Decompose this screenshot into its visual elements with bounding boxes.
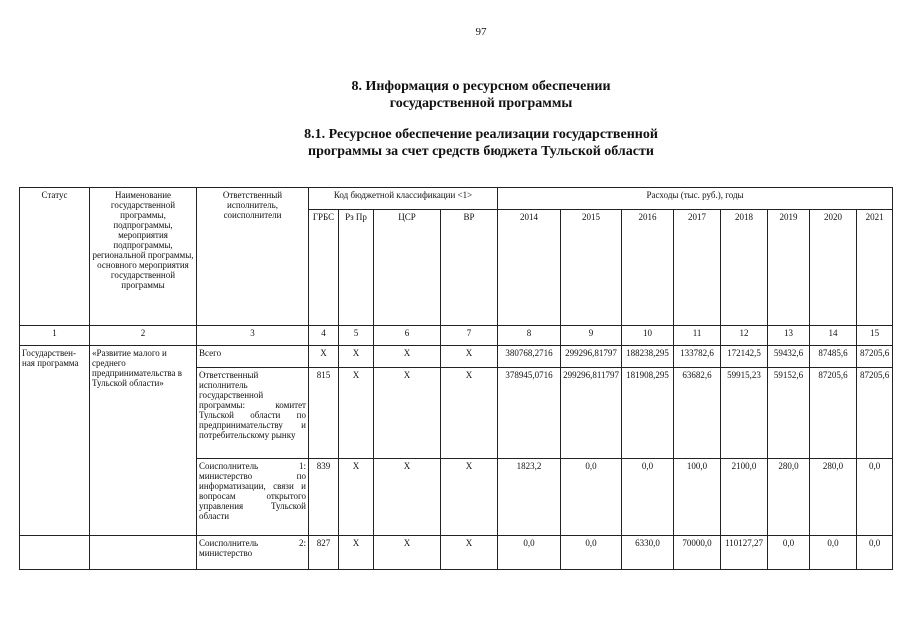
subsection-heading-line1: 8.1. Ресурсное обеспечение реализации государственной bbox=[304, 127, 658, 142]
grbs-cell: 815 bbox=[309, 368, 339, 459]
value-cell: 87485,6 bbox=[810, 346, 857, 368]
value-cell: 0,0 bbox=[810, 536, 857, 570]
table-row bbox=[20, 346, 893, 368]
vr-cell: X bbox=[441, 459, 498, 536]
header-year: 2014 bbox=[498, 210, 561, 326]
section-heading bbox=[0, 78, 905, 112]
header-rzpr: Рз Пр bbox=[339, 210, 374, 326]
executor-cell: Соисполнитель 2: министерство bbox=[197, 536, 309, 570]
value-cell: 0,0 bbox=[561, 536, 622, 570]
value-cell: 0,0 bbox=[622, 459, 674, 536]
program-name-cell bbox=[90, 536, 197, 570]
value-cell: 172142,5 bbox=[721, 346, 768, 368]
executor-cell: Соисполнитель 1: министерство по информатизации, связи и вопросам открытого управления Тульской области bbox=[197, 459, 309, 536]
rzpr-cell: X bbox=[339, 368, 374, 459]
column-number: 14 bbox=[810, 326, 857, 346]
column-number: 15 bbox=[857, 326, 893, 346]
value-cell: 0,0 bbox=[857, 536, 893, 570]
value-cell: 380768,2716 bbox=[498, 346, 561, 368]
value-cell: 299296,81797 bbox=[561, 346, 622, 368]
program-name-cell: «Развитие малого и среднего предпринимательства в Тульской области» bbox=[90, 346, 197, 536]
csr-cell: X bbox=[374, 346, 441, 368]
vr-cell: X bbox=[441, 536, 498, 570]
value-cell: 0,0 bbox=[498, 536, 561, 570]
header-year: 2020 bbox=[810, 210, 857, 326]
value-cell: 87205,6 bbox=[857, 368, 893, 459]
column-number-row bbox=[20, 326, 893, 346]
column-number: 12 bbox=[721, 326, 768, 346]
value-cell: 59915,23 bbox=[721, 368, 768, 459]
value-cell: 133782,6 bbox=[674, 346, 721, 368]
value-cell: 0,0 bbox=[561, 459, 622, 536]
header-csr: ЦСР bbox=[374, 210, 441, 326]
value-cell: 0,0 bbox=[768, 536, 810, 570]
csr-cell: X bbox=[374, 459, 441, 536]
value-cell: 87205,6 bbox=[857, 346, 893, 368]
header-year: 2016 bbox=[622, 210, 674, 326]
value-cell: 6330,0 bbox=[622, 536, 674, 570]
value-cell: 70000,0 bbox=[674, 536, 721, 570]
header-executor: Ответственный исполнитель, соисполнители bbox=[197, 188, 309, 326]
value-cell: 59152,6 bbox=[768, 368, 810, 459]
executor-cell: Ответственный исполнитель государственной программы: комитет Тульской области по предпринимательству и потребительскому рынку bbox=[197, 368, 309, 459]
value-cell: 299296,811797 bbox=[561, 368, 622, 459]
status-cell bbox=[20, 536, 90, 570]
column-number: 9 bbox=[561, 326, 622, 346]
header-status: Статус bbox=[20, 188, 90, 326]
grbs-cell: X bbox=[309, 346, 339, 368]
csr-cell: X bbox=[374, 536, 441, 570]
header-expenses: Расходы (тыс. руб.), годы bbox=[498, 188, 893, 210]
column-number: 11 bbox=[674, 326, 721, 346]
value-cell: 0,0 bbox=[857, 459, 893, 536]
value-cell: 110127,27 bbox=[721, 536, 768, 570]
header-year: 2017 bbox=[674, 210, 721, 326]
resource-table bbox=[19, 187, 893, 570]
column-number: 8 bbox=[498, 326, 561, 346]
column-number: 10 bbox=[622, 326, 674, 346]
status-cell: Государствен-ная программа bbox=[20, 346, 90, 536]
grbs-cell: 827 bbox=[309, 536, 339, 570]
header-budget-code: Код бюджетной классификации <1> bbox=[309, 188, 498, 210]
header-year: 2021 bbox=[857, 210, 893, 326]
value-cell: 100,0 bbox=[674, 459, 721, 536]
header-vr: ВР bbox=[441, 210, 498, 326]
value-cell: 378945,0716 bbox=[498, 368, 561, 459]
value-cell: 188238,295 bbox=[622, 346, 674, 368]
page-number: 97 bbox=[475, 26, 487, 38]
vr-cell: X bbox=[441, 368, 498, 459]
header-year: 2019 bbox=[768, 210, 810, 326]
rzpr-cell: X bbox=[339, 459, 374, 536]
csr-cell: X bbox=[374, 368, 441, 459]
value-cell: 1823,2 bbox=[498, 459, 561, 536]
rzpr-cell: X bbox=[339, 346, 374, 368]
header-year: 2015 bbox=[561, 210, 622, 326]
column-number: 2 bbox=[90, 326, 197, 346]
section-heading-line1: 8. Информация о ресурсном обеспечении bbox=[351, 79, 611, 94]
value-cell: 63682,6 bbox=[674, 368, 721, 459]
column-number: 1 bbox=[20, 326, 90, 346]
value-cell: 181908,295 bbox=[622, 368, 674, 459]
header-year: 2018 bbox=[721, 210, 768, 326]
header-grbs: ГРБС bbox=[309, 210, 339, 326]
value-cell: 2100,0 bbox=[721, 459, 768, 536]
column-number: 4 bbox=[309, 326, 339, 346]
section-heading-line2: государственной программы bbox=[389, 96, 573, 111]
value-cell: 87205,6 bbox=[810, 368, 857, 459]
header-name: Наименование государственной программы, подпрограммы, мероприятия подпрограммы, региональной программы, основного мероприятия государственной программы bbox=[90, 188, 197, 326]
column-number: 13 bbox=[768, 326, 810, 346]
rzpr-cell: X bbox=[339, 536, 374, 570]
grbs-cell: 839 bbox=[309, 459, 339, 536]
subsection-heading-line2: программы за счет средств бюджета Тульской области bbox=[308, 144, 654, 159]
table-row bbox=[20, 536, 893, 570]
column-number: 7 bbox=[441, 326, 498, 346]
header-row-1 bbox=[20, 188, 893, 210]
executor-cell: Всего bbox=[197, 346, 309, 368]
column-number: 6 bbox=[374, 326, 441, 346]
value-cell: 280,0 bbox=[768, 459, 810, 536]
value-cell: 280,0 bbox=[810, 459, 857, 536]
vr-cell: X bbox=[441, 346, 498, 368]
column-number: 5 bbox=[339, 326, 374, 346]
column-number: 3 bbox=[197, 326, 309, 346]
subsection-heading bbox=[0, 126, 905, 160]
value-cell: 59432,6 bbox=[768, 346, 810, 368]
